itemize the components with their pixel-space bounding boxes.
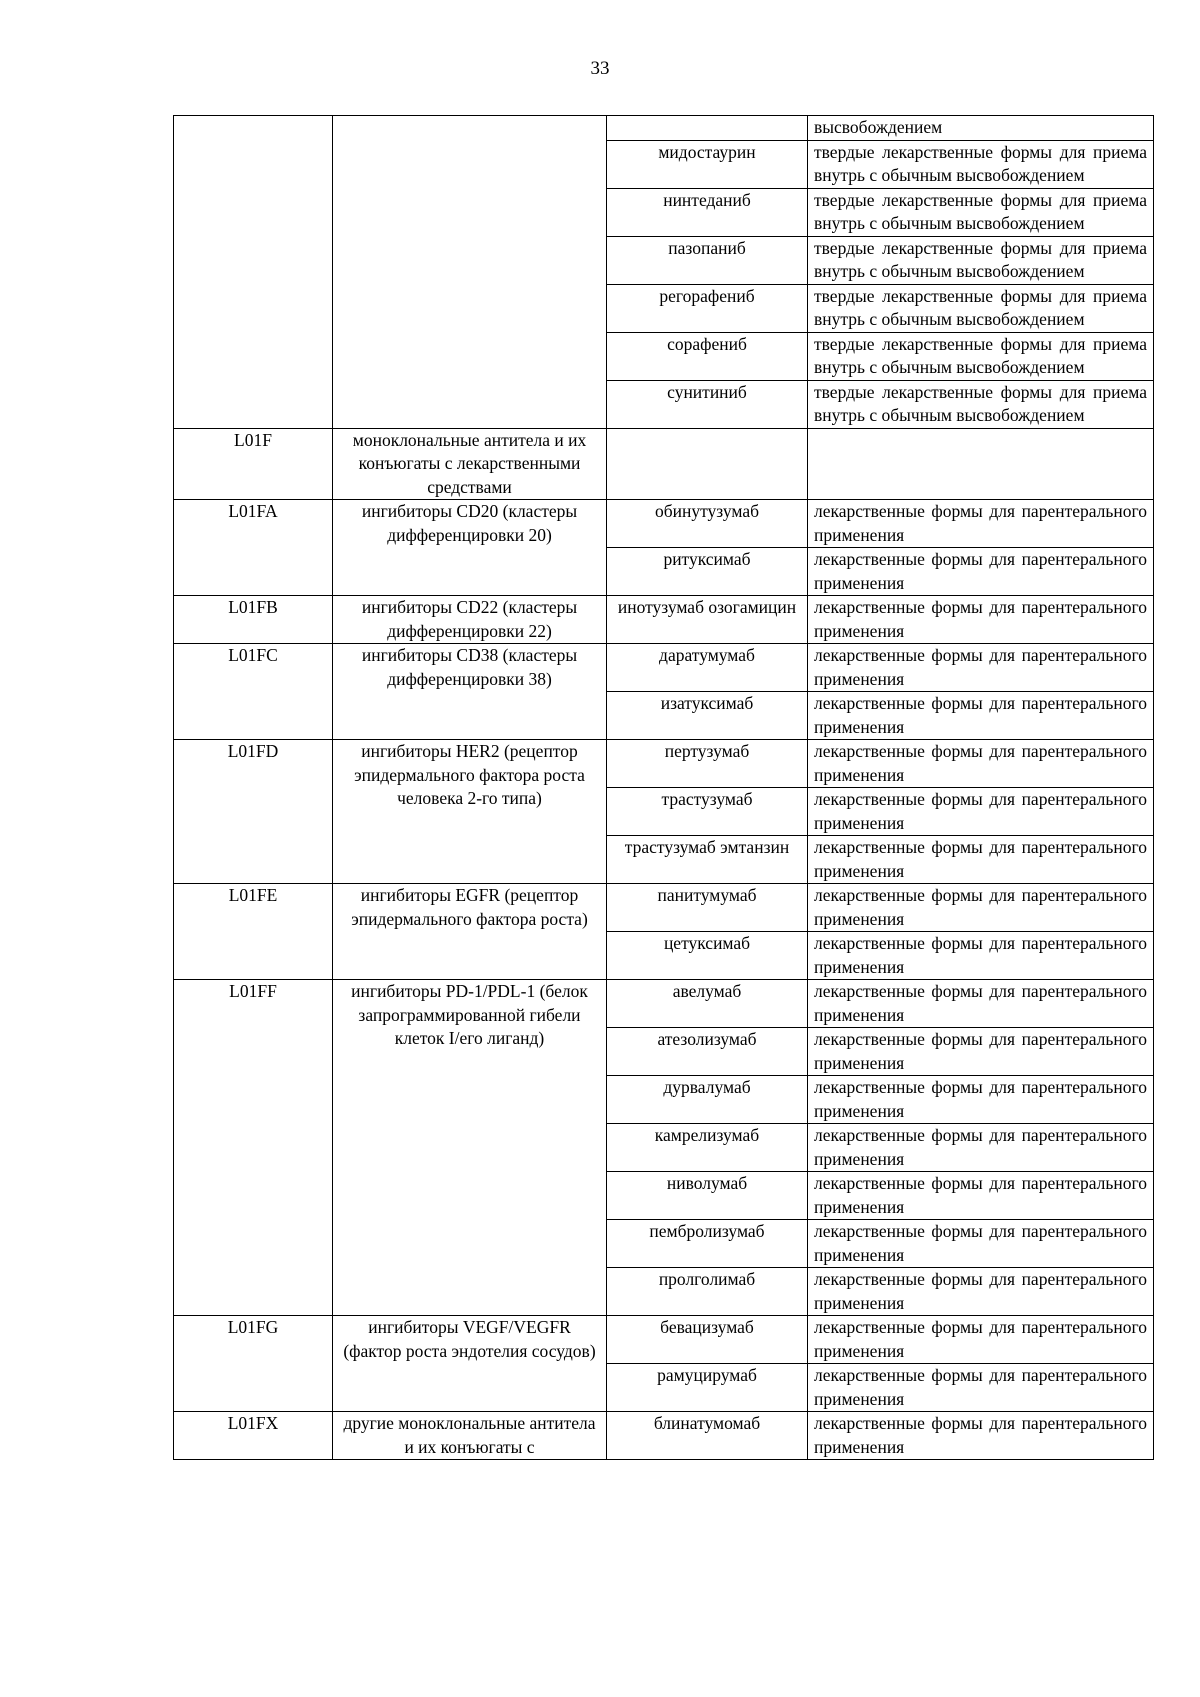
drug-name-cell: мидостаурин [607, 140, 808, 188]
drug-name-cell: цетуксимаб [607, 932, 808, 980]
group-name-cell [333, 116, 607, 429]
drug-name-cell: изатуксимаб [607, 692, 808, 740]
atc-code-cell [174, 116, 333, 429]
dosage-form-cell [808, 284, 1154, 332]
dosage-form-cell: лекарственные формы для парентерального применения [808, 1124, 1154, 1172]
dosage-form-text-end: высвобождением [951, 405, 1085, 425]
table-row [174, 116, 1154, 141]
drug-name-cell: даратумумаб [607, 644, 808, 692]
dosage-form-cell: лекарственные формы для парентерального применения [808, 548, 1154, 596]
dosage-form-text: твердые лекарственные формы для приема внутрь с обычным [814, 141, 1147, 185]
drug-name-cell: инотузумаб озогамицин [607, 596, 808, 644]
dosage-form-cell: высвобождением [808, 116, 1154, 141]
dosage-form-cell: лекарственные формы для парентерального применения [808, 500, 1154, 548]
drug-name-cell: ритуксимаб [607, 548, 808, 596]
atc-code-cell: L01FC [174, 644, 333, 740]
drug-name-cell: рамуцирумаб [607, 1364, 808, 1412]
atc-code-cell: L01F [174, 428, 333, 500]
table-row [174, 884, 1154, 932]
drug-name-cell: пролголимаб [607, 1268, 808, 1316]
table-row [174, 980, 1154, 1028]
group-name-cell: ингибиторы CD20 (кластеры дифференцировки 20) [333, 500, 607, 596]
dosage-form-cell [808, 188, 1154, 236]
drug-name-cell: пембролизумаб [607, 1220, 808, 1268]
drug-name-cell: атезолизумаб [607, 1028, 808, 1076]
dosage-form-cell: лекарственные формы для парентерального применения [808, 1172, 1154, 1220]
group-name-cell: ингибиторы CD22 (кластеры дифференцировки 22) [333, 596, 607, 644]
group-name-cell: другие моноклональные антитела и их конъюгаты с [333, 1412, 607, 1460]
table-row [174, 596, 1154, 644]
dosage-form-cell: лекарственные формы для парентерального применения [808, 1076, 1154, 1124]
table-row [174, 500, 1154, 548]
dosage-form-text-end: высвобождением [951, 357, 1085, 377]
table-row [174, 1412, 1154, 1460]
drug-name-cell: пазопаниб [607, 236, 808, 284]
dosage-form-cell: лекарственные формы для парентерального применения [808, 836, 1154, 884]
drug-name-cell: камрелизумаб [607, 1124, 808, 1172]
group-name-cell: ингибиторы VEGF/VEGFR (фактор роста эндотелия сосудов) [333, 1316, 607, 1412]
dosage-form-cell: лекарственные формы для парентерального применения [808, 788, 1154, 836]
dosage-form-cell: лекарственные формы для парентерального применения [808, 1364, 1154, 1412]
dosage-form-text-end: высвобождением [951, 213, 1085, 233]
dosage-form-text-end: высвобождением [951, 309, 1085, 329]
dosage-form-cell [808, 140, 1154, 188]
dosage-form-cell: лекарственные формы для парентерального применения [808, 980, 1154, 1028]
dosage-form-cell: лекарственные формы для парентерального применения [808, 740, 1154, 788]
page-number: 33 [590, 58, 610, 79]
drug-name-cell: обинутузумаб [607, 500, 808, 548]
atc-code-cell: L01FB [174, 596, 333, 644]
drug-name-cell [607, 116, 808, 141]
drug-name-cell: сунитиниб [607, 380, 808, 428]
group-name-cell: ингибиторы HER2 (рецептор эпидермального фактора роста человека 2-го типа) [333, 740, 607, 884]
group-name-cell: ингибиторы CD38 (кластеры дифференцировки 38) [333, 644, 607, 740]
atc-code-cell: L01FG [174, 1316, 333, 1412]
dosage-form-cell: лекарственные формы для парентерального применения [808, 1316, 1154, 1364]
dosage-form-cell: лекарственные формы для парентерального применения [808, 692, 1154, 740]
drug-name-cell: трастузумаб [607, 788, 808, 836]
drug-name-cell: блинатумомаб [607, 1412, 808, 1460]
dosage-form-text-end: высвобождением [951, 165, 1085, 185]
drug-name-cell: авелумаб [607, 980, 808, 1028]
dosage-form-cell [808, 236, 1154, 284]
drug-name-cell: ниволумаб [607, 1172, 808, 1220]
group-name-cell: ингибиторы PD-1/PDL-1 (белок запрограммированной гибели клеток I/его лиганд) [333, 980, 607, 1316]
dosage-form-cell: лекарственные формы для парентерального применения [808, 596, 1154, 644]
dosage-form-text: твердые лекарственные формы для приема внутрь с обычным [814, 237, 1147, 281]
drug-name-cell: панитумумаб [607, 884, 808, 932]
group-name-cell: моноклональные антитела и их конъюгаты с лекарственными средствами [333, 428, 607, 500]
dosage-form-cell [808, 428, 1154, 500]
dosage-form-text-end: высвобождением [951, 261, 1085, 281]
atc-code-cell: L01FX [174, 1412, 333, 1460]
table-row [174, 428, 1154, 500]
table-row [174, 1316, 1154, 1364]
drug-name-cell: нинтеданиб [607, 188, 808, 236]
drug-name-cell: бевацизумаб [607, 1316, 808, 1364]
drug-name-cell: трастузумаб эмтанзин [607, 836, 808, 884]
dosage-form-text: твердые лекарственные формы для приема внутрь с обычным [814, 333, 1147, 377]
drug-name-cell: сорафениб [607, 332, 808, 380]
table-body [174, 116, 1154, 1460]
dosage-form-cell: лекарственные формы для парентерального применения [808, 1268, 1154, 1316]
dosage-form-cell [808, 380, 1154, 428]
dosage-form-cell: лекарственные формы для парентерального применения [808, 884, 1154, 932]
drug-name-cell: пертузумаб [607, 740, 808, 788]
dosage-form-cell: лекарственные формы для парентерального применения [808, 1220, 1154, 1268]
table-row [174, 644, 1154, 692]
table-row [174, 740, 1154, 788]
drug-name-cell [607, 428, 808, 500]
drug-name-cell: регорафениб [607, 284, 808, 332]
dosage-form-text: твердые лекарственные формы для приема внутрь с обычным [814, 189, 1147, 233]
atc-code-cell: L01FD [174, 740, 333, 884]
dosage-form-text: твердые лекарственные формы для приема внутрь с обычным [814, 285, 1147, 329]
atc-code-cell: L01FA [174, 500, 333, 596]
group-name-cell: ингибиторы EGFR (рецептор эпидермального фактора роста) [333, 884, 607, 980]
dosage-form-cell [808, 332, 1154, 380]
atc-code-cell: L01FE [174, 884, 333, 980]
dosage-form-cell: лекарственные формы для парентерального применения [808, 932, 1154, 980]
dosage-form-cell: лекарственные формы для парентерального применения [808, 644, 1154, 692]
dosage-form-cell: лекарственные формы для парентерального применения [808, 1028, 1154, 1076]
drug-classification-table [173, 115, 1154, 1460]
atc-code-cell: L01FF [174, 980, 333, 1316]
dosage-form-text: твердые лекарственные формы для приема внутрь с обычным [814, 381, 1147, 425]
drug-name-cell: дурвалумаб [607, 1076, 808, 1124]
dosage-form-cell: лекарственные формы для парентерального применения [808, 1412, 1154, 1460]
